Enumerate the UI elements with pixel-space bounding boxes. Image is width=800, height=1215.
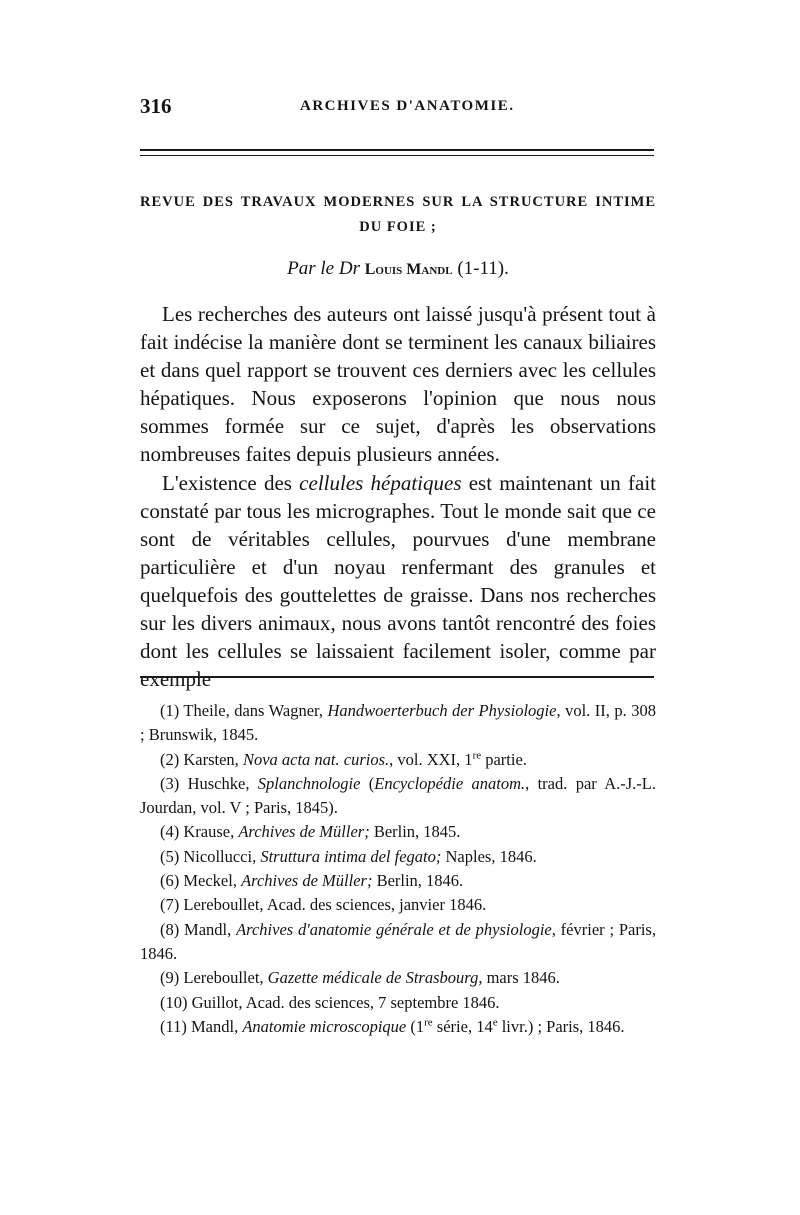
footnote-10 (140, 991, 656, 1015)
footnote-4-details: Berlin, 1845. (369, 822, 461, 842)
footnote-11-series: série, 14 (432, 1016, 493, 1036)
footnote-3-subtitle: Encyclopédie anatom. (374, 773, 526, 793)
article-title (140, 190, 656, 240)
footnote-6-details: Berlin, 1846. (372, 871, 464, 891)
footnote-4 (140, 820, 656, 844)
footnote-11 (140, 1015, 656, 1039)
footnote-11-superscript-1: re (424, 1016, 433, 1029)
body-paragraph-1 (140, 300, 656, 469)
article-body (140, 300, 656, 693)
footnote-11-superscript-2: e (492, 1016, 498, 1029)
footnote-11-paren: (1 (406, 1016, 425, 1036)
body-paragraph-1-text: Les recherches des auteurs ont laissé jusqu'à présent tout à fait indécise la manière dont se terminent les canaux biliaires et dans quel rapport se trouvent ces derniers avec les cellules hépatiques. Nous exposerons l'opinion que nous nous sommes formée sur ce sujet, d'après les observations nombreuses faites depuis plusieurs années. (140, 302, 656, 467)
page-header (140, 94, 658, 124)
running-head: ARCHIVES D'ANATOMIE. (300, 98, 515, 114)
footnote-8 (140, 918, 656, 967)
footnote-8-details: , février ; Paris, 1846. (140, 919, 656, 963)
footnote-2-end: partie. (481, 749, 527, 769)
footnote-7-text: (7) Lereboullet, Acad. des sciences, janvier 1846. (160, 895, 487, 915)
footnote-5 (140, 845, 656, 869)
body-paragraph-2-lead: L'existence des (162, 470, 300, 495)
author-name: Louis Mandl (364, 261, 453, 278)
byline-footnote-ref: (1-11). (457, 258, 509, 279)
page-number: 316 (140, 94, 172, 118)
footnote-7 (140, 893, 656, 917)
footnote-5-text: (5) Nicollucci, (160, 846, 261, 866)
footnote-1-title: Handwoerterbuch der Physiologie (327, 701, 557, 720)
footnote-9-details: mars 1846. (482, 968, 560, 988)
footnote-11-title: Anatomie microscopique (242, 1016, 407, 1036)
footnote-11-details: livr.) ; Paris, 1846. (497, 1016, 625, 1036)
footnote-2-text: (2) Karsten, (160, 749, 243, 769)
byline-prefix: Par le Dr (287, 258, 360, 279)
footnote-3-title: Splanchnologie (257, 773, 361, 793)
footnote-3-paren: ( (360, 773, 375, 793)
body-paragraph-2 (140, 469, 656, 694)
footnote-9-text: (9) Lereboullet, (160, 968, 268, 988)
footnote-9-title: Gazette médicale de Strasbourg, (267, 968, 483, 988)
footnote-1 (140, 699, 656, 748)
byline (140, 258, 656, 280)
footnote-6 (140, 869, 656, 893)
footnote-6-title: Archives de Müller; (241, 871, 373, 891)
footnote-4-text: (4) Krause, (160, 822, 239, 842)
footnote-8-text: (8) Mandl, (160, 919, 237, 939)
footnote-2-title: Nova acta nat. curios. (242, 749, 390, 769)
footnote-5-title: Struttura intima del fegato; (260, 846, 442, 866)
footnote-3-text: (3) Huschke, (160, 773, 258, 793)
body-paragraph-2-emphasis: cellules hépatiques (299, 470, 462, 495)
footnote-separator (140, 676, 654, 678)
footnote-2-superscript: re (472, 749, 482, 762)
footnote-4-title: Archives de Müller; (238, 822, 370, 842)
footnote-3-details: , trad. par A.-J.-L. Jourdan, vol. V ; Paris, 1845). (140, 773, 656, 818)
article-title-line-2: DU FOIE ; (359, 219, 437, 235)
footnotes (140, 699, 656, 1039)
footnote-10-text: (10) Guillot, Acad. des sciences, 7 septembre 1846. (160, 992, 500, 1012)
footnote-5-details: Naples, 1846. (441, 846, 537, 866)
footnote-9 (140, 966, 656, 990)
header-double-rule (140, 149, 654, 156)
article-title-line-1: REVUE DES TRAVAUX MODERNES SUR LA STRUCTURE INTIME (140, 194, 656, 210)
footnote-1-text: (1) Theile, dans Wagner, (160, 701, 328, 720)
footnote-2 (140, 748, 656, 772)
footnote-6-text: (6) Meckel, (160, 871, 242, 891)
footnote-2-details: , vol. XXI, 1 (389, 749, 473, 769)
footnote-11-text: (11) Mandl, (160, 1016, 243, 1036)
footnote-3 (140, 772, 656, 821)
body-paragraph-2-rest: est maintenant un fait constaté par tous les micrographes. Tout le monde sait que ce sont de véritables cellules, pourvues d'une membrane particulière et d'un noyau renfermant des granules et quelquefois des gouttelettes de graisse. Dans nos recherches sur les divers animaux, nous avons tantôt rencontré des foies dont les cellules se laissaient facilement isoler, comme par exemple (140, 470, 656, 692)
footnote-1-details: , vol. II, p. 308 ; Brunswik, 1845. (140, 701, 657, 745)
footnote-8-title: Archives d'anatomie générale et de physiologie (236, 919, 552, 939)
